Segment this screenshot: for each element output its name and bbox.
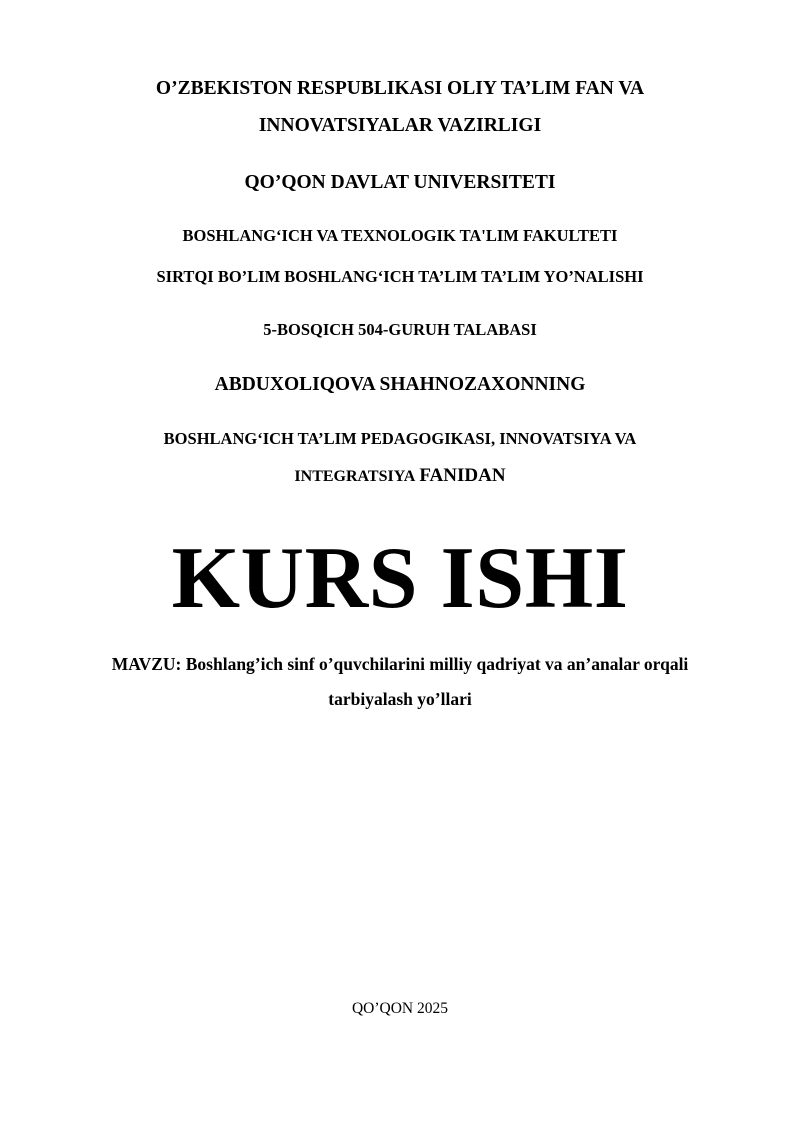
subject-line-2	[0, 466, 800, 485]
city-year-footer: QO’QON 2025	[351, 1000, 448, 1017]
document-title: KURS ISHI	[171, 530, 629, 627]
student-name: ABDUXOLIQOVA SHAHNOZAXONNING	[214, 374, 586, 395]
topic-line-2: tarbiyalash yo’llari	[328, 689, 472, 709]
ministry-name-line-1: O’ZBEKISTON RESPUBLIKASI OLIY TA’LIM FAN VA	[155, 78, 645, 99]
student-group: 5-BOSQICH 504-GURUH TALABASI	[263, 320, 537, 339]
ministry-name-line-2: INNOVATSIYALAR VAZIRLIGI	[258, 115, 542, 136]
subject-line-2-part-2: FANIDAN	[419, 465, 506, 486]
department-name: SIRTQI BO’LIM BOSHLANG‘ICH TA’LIM TA’LIM YO’NALISHI	[156, 267, 644, 286]
topic-line-1: MAVZU: Boshlang’ich sinf o’quvchilarini milliy qadriyat va an’analar orqali	[111, 654, 689, 674]
subject-line-1: BOSHLANG‘ICH TA’LIM PEDAGOGIKASI, INNOVATSIYA VA	[163, 429, 637, 448]
subject-line-2-part-1: INTEGRATSIYA	[294, 468, 416, 485]
university-name: QO’QON DAVLAT UNIVERSITETI	[244, 172, 556, 193]
faculty-name: BOSHLANG‘ICH VA TEXNOLOGIK TA'LIM FAKULTETI	[182, 226, 618, 245]
